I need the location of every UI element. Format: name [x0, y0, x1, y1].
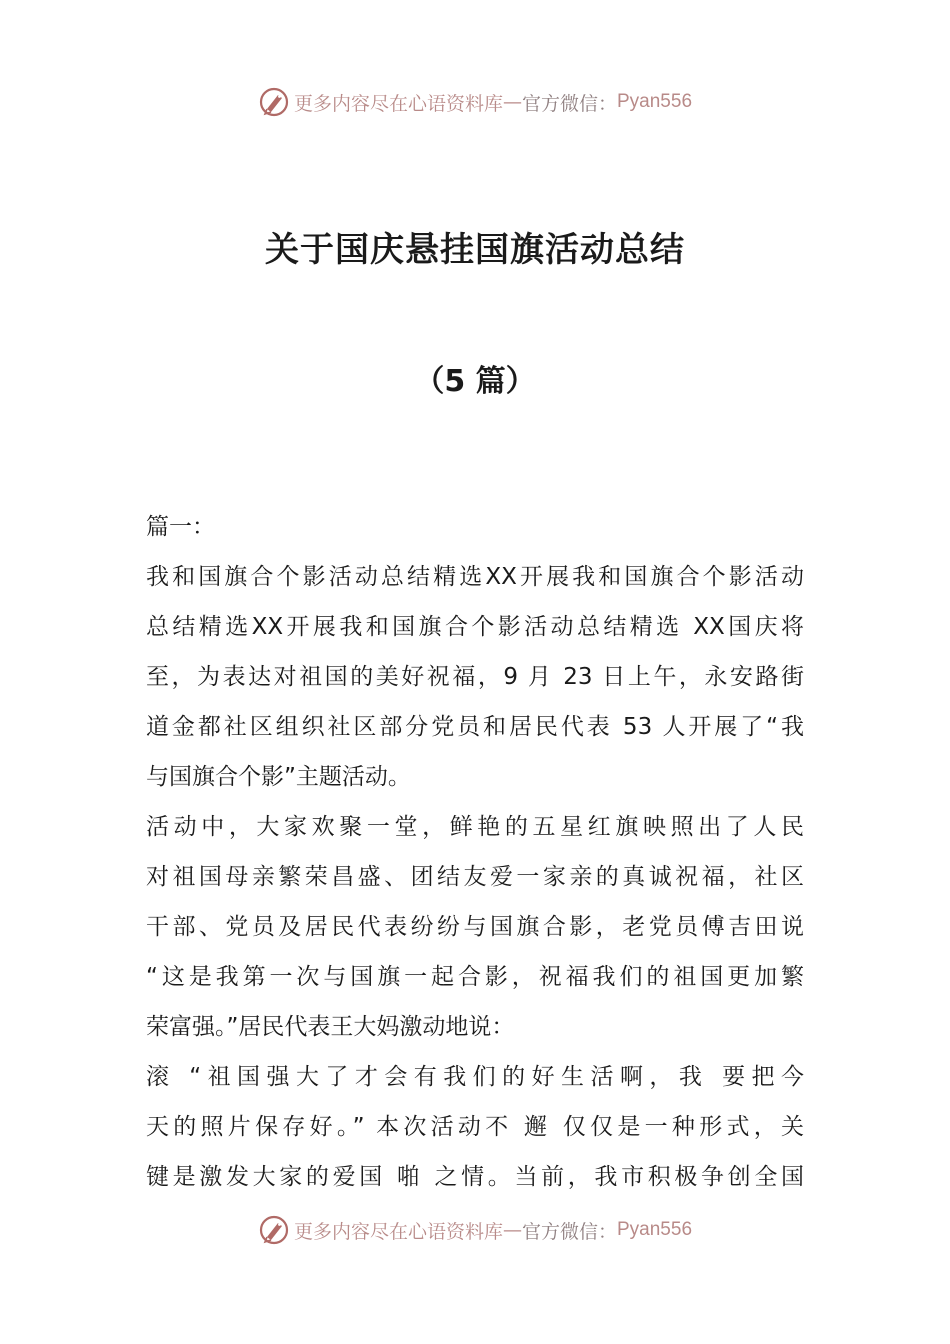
- body-line: 滚 “祖国强大了才会有我们的好生活啊，我 要把今: [146, 1064, 804, 1090]
- body-line: 干部、党员及居民代表纷纷与国旗合影，老党员傅吉田说: [146, 914, 804, 940]
- document-title: 关于国庆悬挂国旗活动总结: [265, 230, 685, 270]
- footer-banner: [0, 1210, 950, 1250]
- body-line: 道金都社区组织社区部分党员和居民代表 53 人开展了“我: [146, 714, 804, 740]
- body-line: 键是激发大家的爱国 啪 之情。当前，我市积极争创全国: [146, 1164, 804, 1190]
- pen-nib-logo-icon: [258, 86, 290, 118]
- body-line: 总结精选XX开展我和国旗合个影活动总结精选 XX国庆将: [146, 614, 804, 640]
- banner-separator: —: [502, 1219, 522, 1241]
- banner-separator: —: [502, 91, 522, 113]
- banner-official-label: 官方微信：: [521, 92, 617, 115]
- banner-site-text: 更多内容尽在心语资料库: [293, 92, 503, 115]
- banner-wechat-id: Pyan556: [617, 1219, 693, 1240]
- body-line: 活动中，大家欢聚一堂，鲜艳的五星红旗映照出了人民: [146, 814, 804, 840]
- body-line: 荣富强。”居民代表王大妈激动地说：: [146, 1014, 515, 1040]
- body-line: 至，为表达对祖国的美好祝福，9 月 23 日上午，永安路街: [146, 664, 804, 690]
- banner-site-text: 更多内容尽在心语资料库: [293, 1220, 503, 1243]
- header-banner: [0, 82, 950, 122]
- banner-official-label: 官方微信：: [521, 1220, 617, 1243]
- body-line: 天的照片保存好。” 本次活动不 邂 仅仅是一种形式，关: [146, 1114, 804, 1140]
- document-subtitle: （5 篇）: [414, 364, 536, 399]
- body-line: 与国旗合个影”主题活动。: [146, 764, 411, 790]
- section-heading: 篇一：: [146, 514, 215, 540]
- pen-nib-logo-icon: [258, 1214, 290, 1246]
- body-line: 对祖国母亲繁荣昌盛、团结友爱一家亲的真诚祝福，社区: [146, 864, 804, 890]
- banner-wechat-id: Pyan556: [617, 91, 693, 112]
- body-line: 我和国旗合个影活动总结精选XX开展我和国旗合个影活动: [146, 564, 804, 590]
- document-body: [146, 502, 804, 1202]
- body-line: “这是我第一次与国旗一起合影，祝福我们的祖国更加繁: [146, 964, 804, 990]
